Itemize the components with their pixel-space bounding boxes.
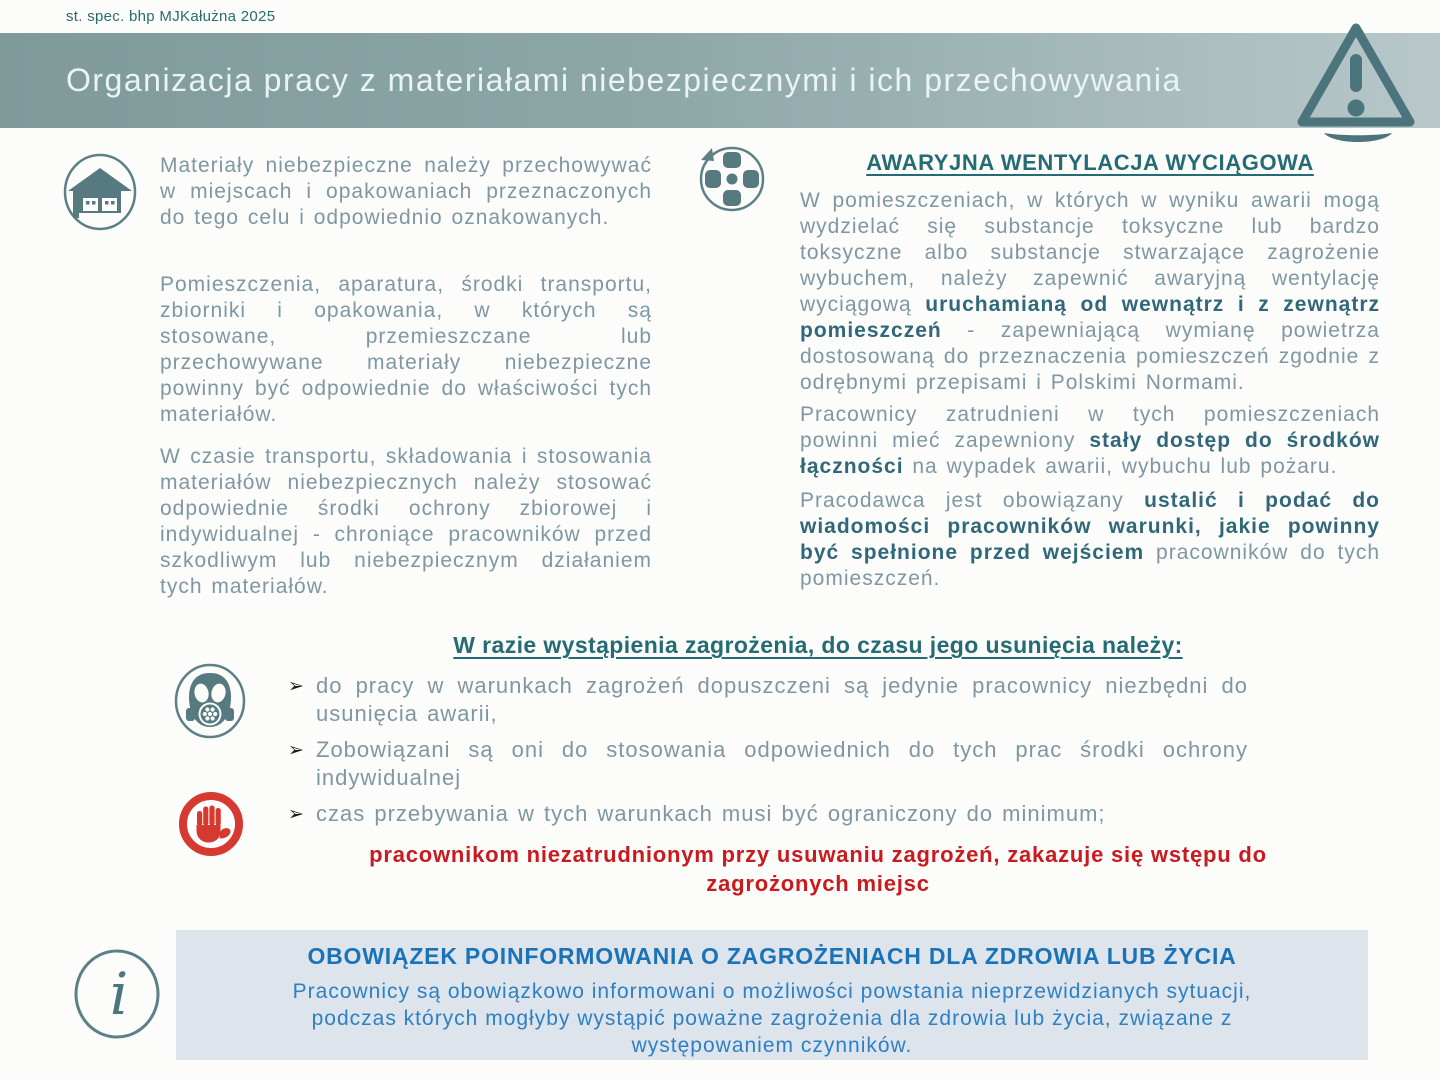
storage-paragraph: W czasie transportu, składowania i stosowania materiałów niebezpiecznych należy stosować odpowiednie środki ochrony zbiorowej i indywidualnej - chroniące pracowników przed szkodliwym lub niebezpiecznym działaniem tych materiałów. <box>160 445 652 598</box>
gas-mask-icon <box>174 663 246 739</box>
bullet-arrow-icon: ➢ <box>288 804 304 825</box>
prohibition-warning: pracownikom niezatrudnionym przy usuwaniu zagrożeń, zakazuje się wstępu do zagrożonych miejsc <box>369 842 1267 896</box>
ventilation-paragraph <box>800 188 1380 396</box>
storage-paragraph: Materiały niebezpieczne należy przechowywać w miejscach i opakowaniach przeznaczonych do tego celu i odpowiednio oznakowanych. <box>160 154 652 229</box>
emphasized-text: uruchamianą od wewnątrz i z zewnątrz pomieszczeń <box>800 293 1380 342</box>
info-box <box>176 930 1368 1060</box>
info-box-title: OBOWIĄZEK POINFORMOWANIA O ZAGROŻENIACH DLA ZDROWIA LUB ŻYCIA <box>307 943 1237 969</box>
text-run: W pomieszczeniach, w których w wyniku awarii mogą wydzielać się substancje toksyczne lub bardzo toksyczne albo substancje stwarzające zagrożenie wybuchem, należy zapewnić awaryjną wentylację wyciągową <box>800 189 1380 316</box>
text-run: - zapewniającą wymianę powietrza dostosowaną do przeznaczenia pomieszczeń zgodnie z odrębnymi przepisami i Polskimi Normami. <box>800 319 1380 394</box>
bullet-text: czas przebywania w tych warunkach musi być ograniczony do minimum; <box>316 801 1106 826</box>
warning-shadow-arc <box>1322 130 1394 148</box>
emphasized-text: ustalić i podać do wiadomości pracowników warunki, jakie powinny być spełnione przed wejściem <box>800 489 1380 564</box>
credit-text: st. spec. bhp MJKałużna 2025 <box>66 8 276 25</box>
svg-text:i: i <box>109 960 129 1028</box>
hazard-bullet <box>288 672 1248 728</box>
warning-triangle-icon <box>1292 20 1420 132</box>
bullet-text: do pracy w warunkach zagrożeń dopuszczeni są jedynie pracownicy niezbędni do usunięcia awarii, <box>316 673 1248 726</box>
bullet-text: Zobowiązani są oni do stosowania odpowiednich do tych prac środki ochrony indywidualnej <box>316 737 1248 790</box>
hazard-bullet <box>288 736 1248 792</box>
text-run: Pracodawca jest obowiązany <box>800 489 1145 512</box>
bullet-arrow-icon: ➢ <box>288 740 304 761</box>
storage-paragraph: Pomieszczenia, aparatura, środki transportu, zbiorniki i opakowania, w których są stosowane, przemieszczane lub przechowywane materiały niebezpieczne powinny być odpowiednie do właściwości tych materiałów. <box>160 273 652 426</box>
info-icon <box>72 948 162 1040</box>
ventilation-paragraph <box>800 488 1380 592</box>
info-box-body: Pracownicy są obowiązkowo informowani o możliwości powstania nieprzewidzianych sytuacji, podczas których mogłyby wystąpić poważne zagrożenia dla zdrowia lub życia, związane z występowaniem czynników. <box>292 980 1252 1057</box>
text-run: na wypadek awarii, wybuchu lub pożaru. <box>903 455 1338 478</box>
bullet-arrow-icon: ➢ <box>288 676 304 697</box>
page-title: Organizacja pracy z materiałami niebezpiecznymi i ich przechowywania <box>66 62 1182 98</box>
title-banner <box>0 33 1440 128</box>
text-run: pracowników do tych pomieszczeń. <box>800 541 1380 590</box>
hazard-bullet <box>288 800 1248 828</box>
fan-icon <box>697 144 767 214</box>
warehouse-icon <box>62 152 138 232</box>
ventilation-paragraph <box>800 402 1380 480</box>
hazard-heading: W razie wystąpienia zagrożenia, do czasu jego usunięcia należy: <box>453 632 1183 658</box>
stop-hand-icon <box>175 787 247 861</box>
ventilation-heading: AWARYJNA WENTYLACJA WYCIĄGOWA <box>866 150 1314 175</box>
emphasized-text: stały dostęp do środków łączności <box>800 429 1380 478</box>
text-run: Pracownicy zatrudnieni w tych pomieszczeniach powinni mieć zapewniony <box>800 403 1380 452</box>
